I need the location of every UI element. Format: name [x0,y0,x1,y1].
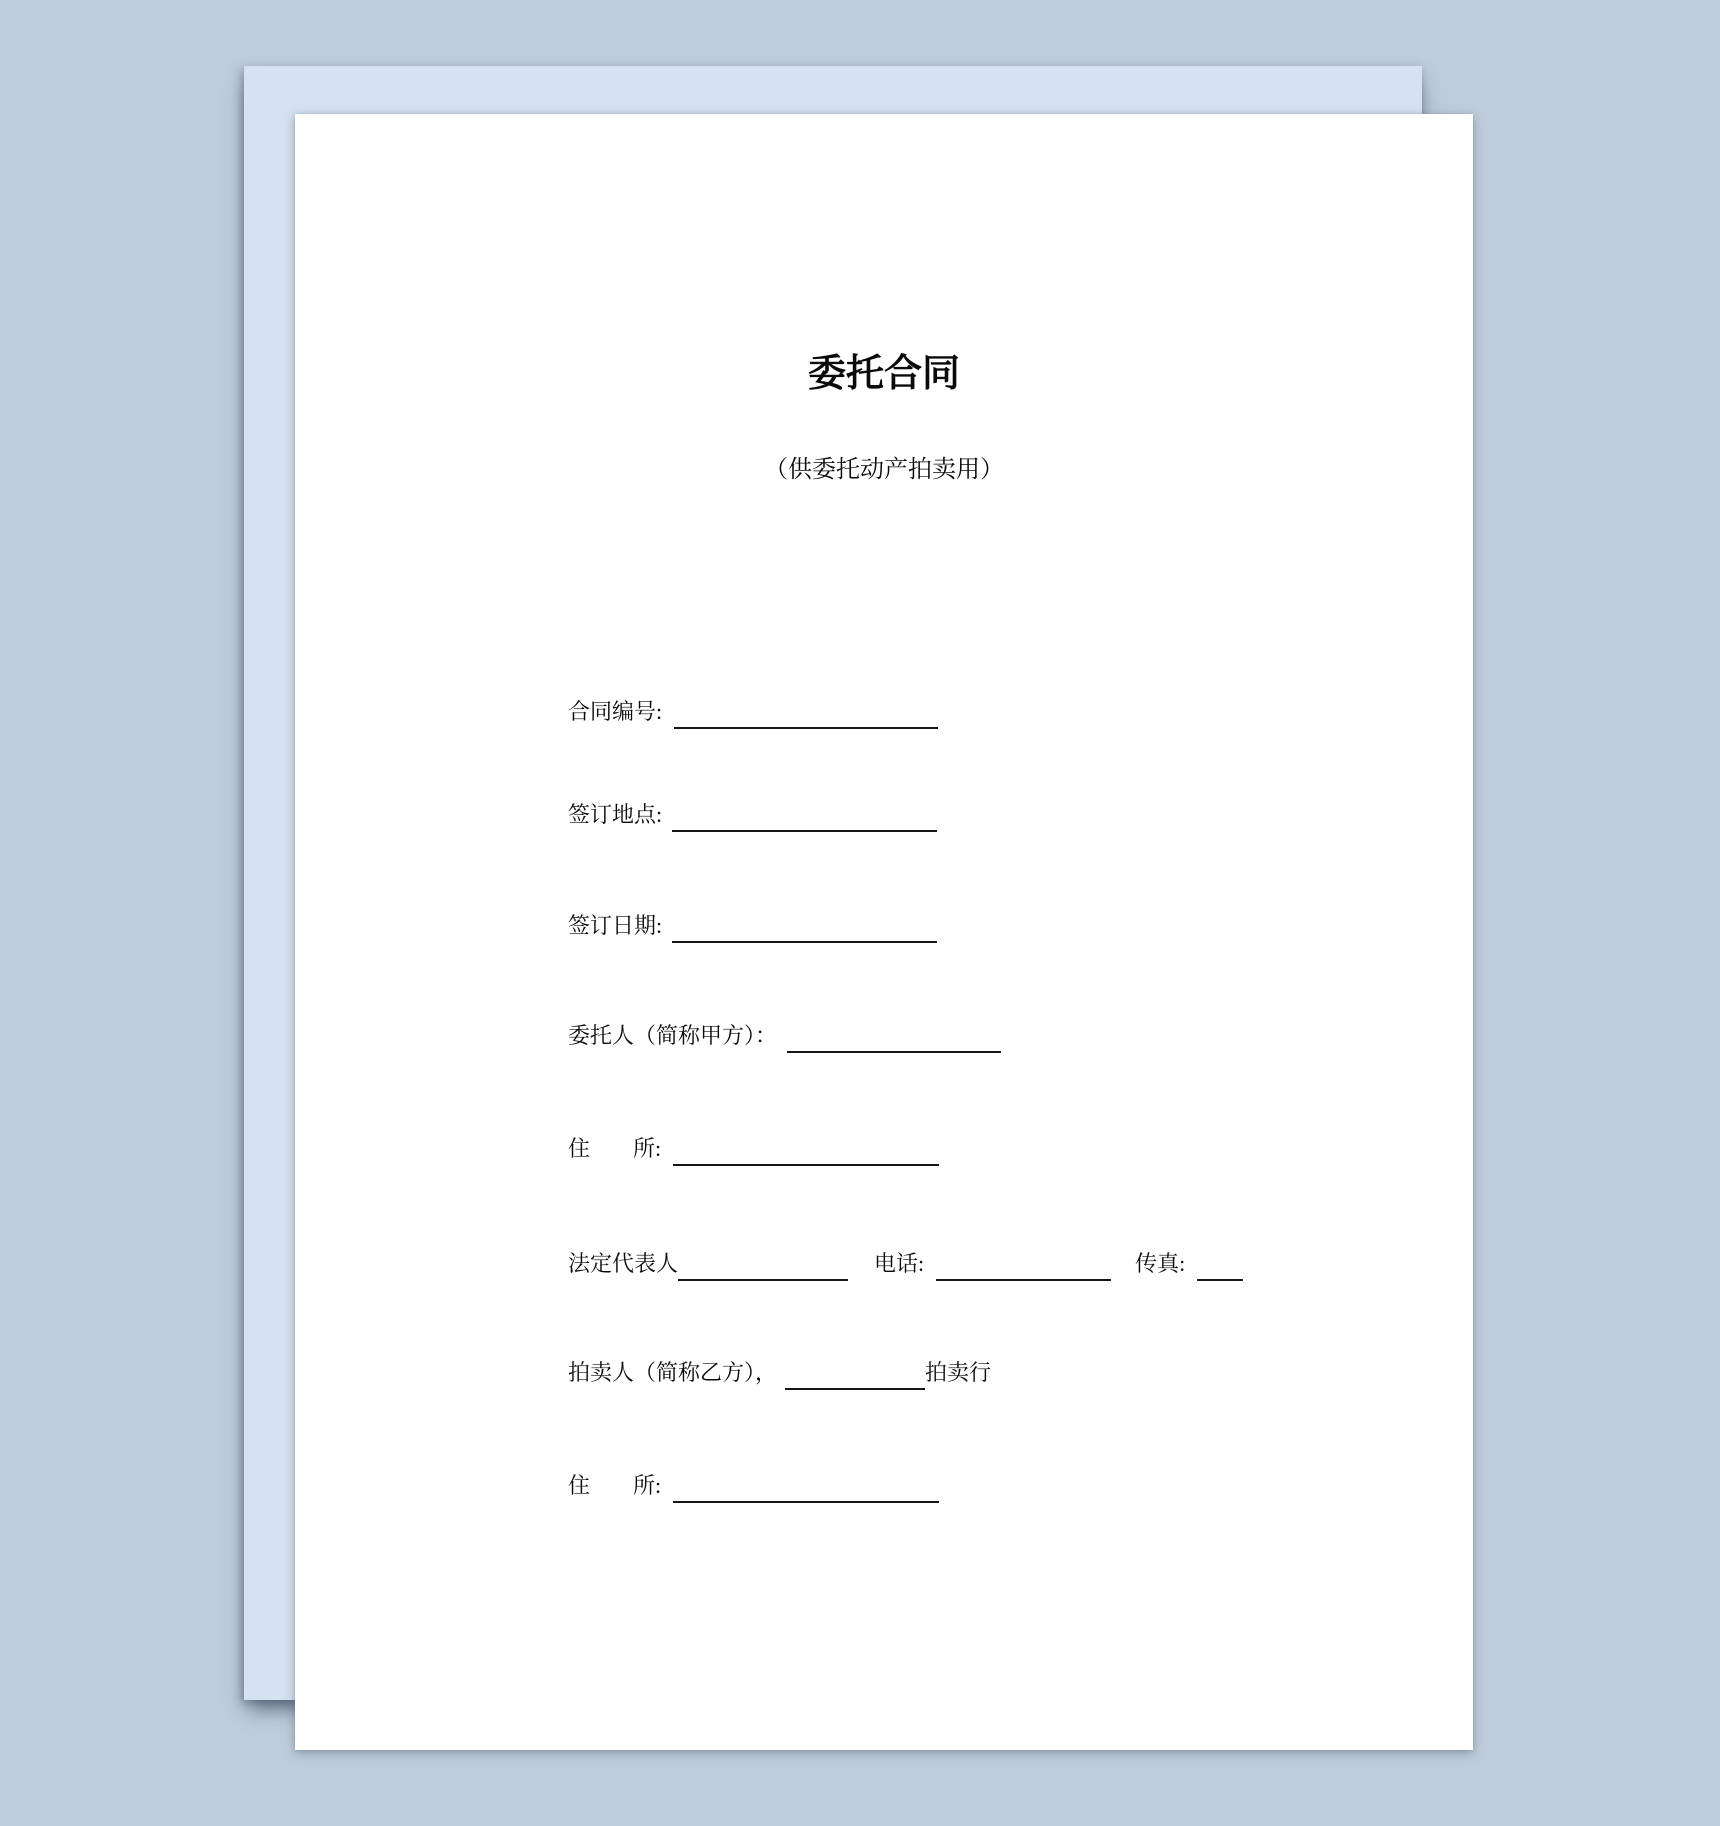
field-row-residence-a [568,1132,939,1166]
document-subtitle: （供委托动产拍卖用） [764,457,1004,483]
signing-place-blank-line [672,830,937,832]
fax-label: 传真: [1135,1251,1186,1276]
residence-a-label-part1: 住 [568,1136,591,1161]
field-row-auctioneer [568,1356,991,1390]
residence-b-blank-line [673,1501,939,1503]
fax-blank-line [1197,1279,1243,1281]
phone-blank-line [936,1279,1111,1281]
legal-representative-blank-line [678,1279,848,1281]
residence-a-blank-line [673,1164,939,1166]
contract-number-label: 合同编号: [568,699,663,724]
phone-label: 电话: [874,1251,925,1276]
field-row-signing-place [568,798,937,832]
residence-b-label-part1: 住 [568,1473,591,1498]
auction-house-suffix: 拍卖行 [925,1360,992,1385]
signing-date-label: 签订日期: [568,913,663,938]
field-row-principal [568,1019,1001,1053]
residence-b-label-part2: 所: [633,1473,662,1498]
field-row-residence-b [568,1469,939,1503]
contract-number-blank-line [674,727,938,729]
document-title: 委托合同 [807,353,960,395]
residence-a-label-part2: 所: [633,1136,662,1161]
principal-blank-line [787,1051,1001,1053]
field-row-legal-representative [568,1247,1243,1281]
signing-place-label: 签订地点: [568,802,663,827]
contract-document-page [295,114,1473,1750]
field-row-signing-date [568,909,937,943]
field-row-contract-number [568,695,938,729]
legal-representative-label: 法定代表人 [568,1251,679,1276]
principal-label: 委托人（简称甲方）： [568,1023,778,1048]
auctioneer-label: 拍卖人（简称乙方）， [568,1360,778,1385]
signing-date-blank-line [672,941,937,943]
auctioneer-blank-line [785,1388,925,1390]
